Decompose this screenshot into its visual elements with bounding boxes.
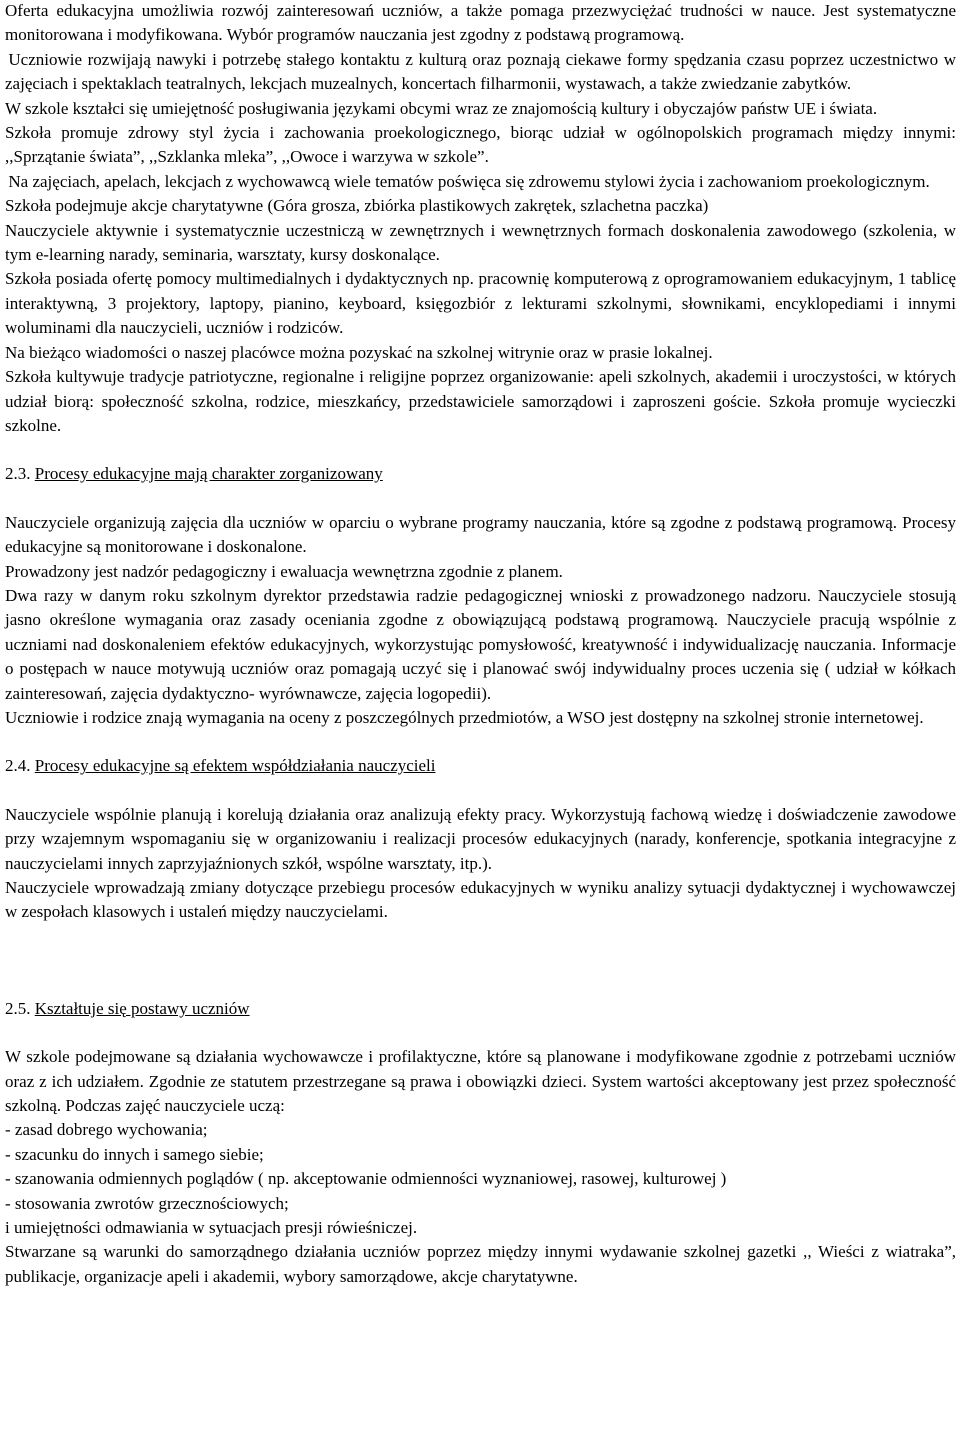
- list-item: - szacunku do innych i samego siebie;: [5, 1144, 264, 1164]
- paragraph-tradition: Szkoła kultywuje tradycje patriotyczne, regionalne i religijne poprzez organizowanie: apeli szkolnych, akademii i uroczystości, w których udział biorą: społeczność szkolna, rodzice, mieszkańcy, przedstawiciele samorządowi i zaproszeni goście. Szkoła promuje wycieczki szkolne.: [5, 367, 956, 435]
- paragraph-2-3-3: Dwa razy w danym roku szkolnym dyrektor przedstawia radzie pedagogicznej wnioski z prowadzonego nadzoru. Nauczyciele stosują jasno określone wymagania oraz zasady oceniania zgodne z obowiązującą podstawą programową. Nauczyciele pracują wspólnie z uczniami nad doskonaleniem efektów edukacyjnych, wykorzystując pomysłowość, kreatywność i indywidualizację nauczania. Informacje o postępach w nauce motywują uczniów oraz pomagają uczyć się i planować swój indywidualny proces uczenia się ( udział w kółkach zainteresowań, zajęcia dydaktyczno- wyrównawcze, zajęcia logopedii).: [5, 585, 956, 703]
- paragraph-health: Szkoła promuje zdrowy styl życia i zachowania proekologicznego, biorąc udział w ogólnopolskich programach między innymi: ,,Sprzątanie świata”, ,,Szklanka mleka”, ,,Owoce i warzywa w szkole”.: [5, 123, 956, 167]
- paragraph-lessons: Na zajęciach, apelach, lekcjach z wychowawcą wiele tematów poświęca się zdrowemu stylowi życia i zachowaniom proekologicznym.: [8, 171, 930, 191]
- paragraph-news: Na bieżąco wiadomości o naszej placówce można pozyskać na szkolnej witrynie oraz w prasie lokalnej.: [5, 342, 713, 362]
- paragraph-languages: W szkole kształci się umiejętność posługiwania językami obcymi wraz ze znajomością kultury i obyczajów państw UE i świata.: [5, 98, 878, 118]
- section-number: 2.5.: [5, 998, 35, 1018]
- spacer: [5, 925, 956, 997]
- list-item: - szanowania odmiennych poglądów ( np. akceptowanie odmienności wyznaniowej, rasowej, kulturowej ): [5, 1169, 727, 1189]
- spacer: [5, 779, 956, 803]
- paragraph-2-5-1: W szkole podejmowane są działania wychowawcze i profilaktyczne, które są planowane i modyfikowane zgodnie z potrzebami uczniów oraz z ich udziałem. Zgodnie ze statutem przestrzegane są prawa i obowiązki dzieci. System wartości akceptowany jest przez społeczność szkolną. Podczas zajęć nauczyciele uczą:: [5, 1047, 956, 1116]
- paragraph-teachers: Nauczyciele aktywnie i systematycznie uczestniczą w zewnętrznych i wewnętrznych formach doskonalenia zawodowego (szkolenia, w tym e-learning narady, seminaria, warsztaty, kursy doskonalące.: [5, 220, 956, 265]
- list-item: - zasad dobrego wychowania;: [5, 1120, 208, 1140]
- paragraph-2-3-2: Prowadzony jest nadzór pedagogiczny i ewaluacja wewnętrzna zgodnie z planem.: [5, 561, 563, 581]
- list-item: i umiejętności odmawiania w sytuacjach presji rówieśniczej.: [5, 1218, 418, 1238]
- spacer: [5, 438, 956, 462]
- section-number: 2.4.: [5, 756, 35, 776]
- paragraph-2-3-4: Uczniowie i rodzice znają wymagania na oceny z poszczególnych przedmiotów, a WSO jest dostępny na szkolnej stronie internetowej.: [5, 707, 924, 727]
- section-title: Procesy edukacyjne są efektem współdziałania nauczycieli: [34, 756, 436, 776]
- paragraph-2-4-2: Nauczyciele wprowadzają zmiany dotyczące przebiegu procesów edukacyjnych w wyniku analizy sytuacji dydaktycznej i wychowawczej w zespołach klasowych i ustaleń między nauczycielami.: [5, 878, 956, 922]
- document-page: [5, 0, 956, 1289]
- paragraph-2-4-1: Nauczyciele wspólnie planują i korelują działania oraz analizują efekty pracy. Wykorzystują fachową wiedzę i doświadczenie zawodowe przy wzajemnym wspomaganiu się w organizowaniu i realizacji procesów edukacyjnych (narady, konferencje, spotkania integracyjne z nauczycielami innych zaprzyjaźnionych szkół, wspólne warsztaty, itp.).: [5, 804, 956, 873]
- spacer: [5, 487, 956, 511]
- paragraph-multimedia: Szkoła posiada ofertę pomocy multimedialnych i dydaktycznych np. pracownię komputerową z oprogramowaniem edukacyjnym, 1 tablicę interaktywną, 3 projektory, laptopy, pianino, keyboard, księgozbiór z lekturami szkolnymi, słownikami, encyklopediami i innymi woluminami dla nauczycieli, uczniów i rodziców.: [5, 269, 956, 338]
- paragraph-culture: Uczniowie rozwijają nawyki i potrzebę stałego kontaktu z kulturą oraz poznają ciekawe formy spędzania czasu poprzez uczestnictwo w zajęciach i spektaklach teatralnych, lekcjach muzealnych, koncertach filharmonii, wystawach, a także zwiedzanie zabytków.: [5, 49, 956, 94]
- section-heading-2-4: [5, 754, 956, 778]
- paragraph-charity: Szkoła podejmuje akcje charytatywne (Góra grosza, zbiórka plastikowych zakrętek, szlachetna paczka): [5, 196, 709, 216]
- paragraph-2-3-1: Nauczyciele organizują zajęcia dla uczniów w oparciu o wybrane programy nauczania, które są zgodne z podstawą programową. Procesy edukacyjne są monitorowane i doskonalone.: [5, 512, 956, 557]
- section-title: Kształtuje się postawy uczniów: [34, 998, 250, 1018]
- section-heading-2-3: [5, 462, 956, 486]
- section-title: Procesy edukacyjne mają charakter zorganizowany: [34, 464, 383, 484]
- spacer: [5, 1021, 956, 1045]
- section-number: 2.3.: [5, 464, 35, 484]
- list-item: - stosowania zwrotów grzecznościowych;: [5, 1193, 289, 1213]
- paragraph-offer: Oferta edukacyjna umożliwia rozwój zainteresowań uczniów, a także pomaga przezwyciężać trudności w nauce. Jest systematyczne monitorowana i modyfikowana. Wybór programów nauczania jest zgodny z podstawą programową.: [5, 1, 956, 45]
- spacer: [5, 730, 956, 754]
- paragraph-2-5-2: Stwarzane są warunki do samorządnego działania uczniów poprzez między innymi wydawanie szkolnej gazetki ,, Wieści z wiatraka”, publikacje, organizacje apeli i akademii, wybory samorządowe, akcje charytatywne.: [5, 1242, 956, 1286]
- section-heading-2-5: [5, 997, 956, 1021]
